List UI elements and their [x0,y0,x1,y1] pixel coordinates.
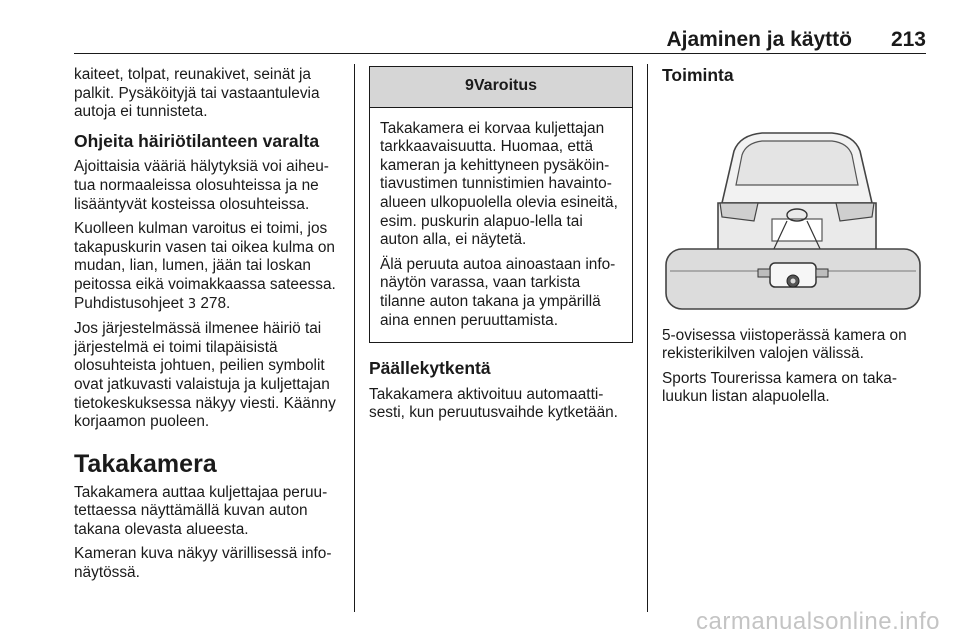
column-left [74,66,344,589]
section-heading-switch: Päällekytkentä [369,358,491,379]
paragraph: 5-ovisessa viistoperässä kamera on rekisterikilven valojen välissä. [662,326,907,363]
rear-camera-figure [662,103,924,313]
paragraph: Takakamera auttaa kuljettajaa peruu-tettaessa näyttämällä kuvan auton takana olevasta alueesta. [74,483,328,538]
section-heading-camera: Takakamera [74,449,217,478]
paragraph: Takakamera aktivoituu automaatti-sesti, kun peruutusvaihde kytketään. [369,385,618,422]
column-divider-right [647,64,648,612]
watermark: carmanualsonline.info [696,608,940,635]
paragraph-text: Kuolleen kulman varoitus ei toimi, jos takapuskurin vasen tai oikea kulma on mudan, lian, lumen, jään tai loskan peitossa eikä voimakkaassa sateessa. Puhdistusohjeet [74,220,336,312]
car-rear-illustration [662,103,924,313]
column-divider-left [354,64,355,612]
page-number: 213 [890,28,926,51]
page-header [74,28,926,54]
cross-reference-link[interactable]: 278. [200,294,231,312]
paragraph-cleaning [74,220,344,314]
paragraph: Ajoittaisia vääriä hälytyksiä voi aiheu-tua normaaleissa olosuhteissa ja ne lisääntyvät kosteissa olosuhteissa. [74,158,329,213]
warning-paragraph: Takakamera ei korvaa kuljettajan tarkkaavaisuutta. Huomaa, että kameran ja kehittyneen pysäköin-tiavustimen tunnistimien havainto-alueen ulkopuolella olevia esineitä, esim. puskurin alapuo-lella tai auton alla, ei näytetä. [380,119,618,249]
section-heading-function: Toiminta [662,65,734,85]
warning-paragraph: Älä peruuta autoa ainoastaan info-näytön varassa, vaan tarkista tilanne auton takana ja ympärillä aina ennen peruuttamista. [380,255,616,329]
paragraph: Kameran kuva näkyy värillisessä info-näytössä. [74,545,332,582]
warning-icon: 9 [464,77,474,94]
warning-title: Varoitus [473,77,538,94]
column-middle [369,66,633,429]
warning-header [370,67,632,108]
section-heading-fault: Ohjeita häiriötilanteen varalta [74,130,320,151]
paragraph: Sports Tourerissa kamera on taka-luukun listan alapuolella. [662,369,897,406]
paragraph: Jos järjestelmässä ilmenee häiriö tai järjestelmä ei toimi tilapäisistä olosuhteista johtuen, peilien symbolit ovat jatkuvasti valaistuja ja kuljettajan tietokeskuksessa näkyy viesti. Käänny korjaamon puoleen. [74,320,336,431]
column-right [662,66,924,413]
chapter-title: Ajaminen ja käyttö [666,28,852,51]
cross-reference-icon: 3 [187,296,197,312]
paragraph: kaiteet, tolpat, reunakivet, seinät ja palkit. Pysäköityjä tai vastaantulevia autoja ei tunnisteta. [74,66,320,121]
warning-body [370,108,632,343]
warning-box [369,66,633,343]
